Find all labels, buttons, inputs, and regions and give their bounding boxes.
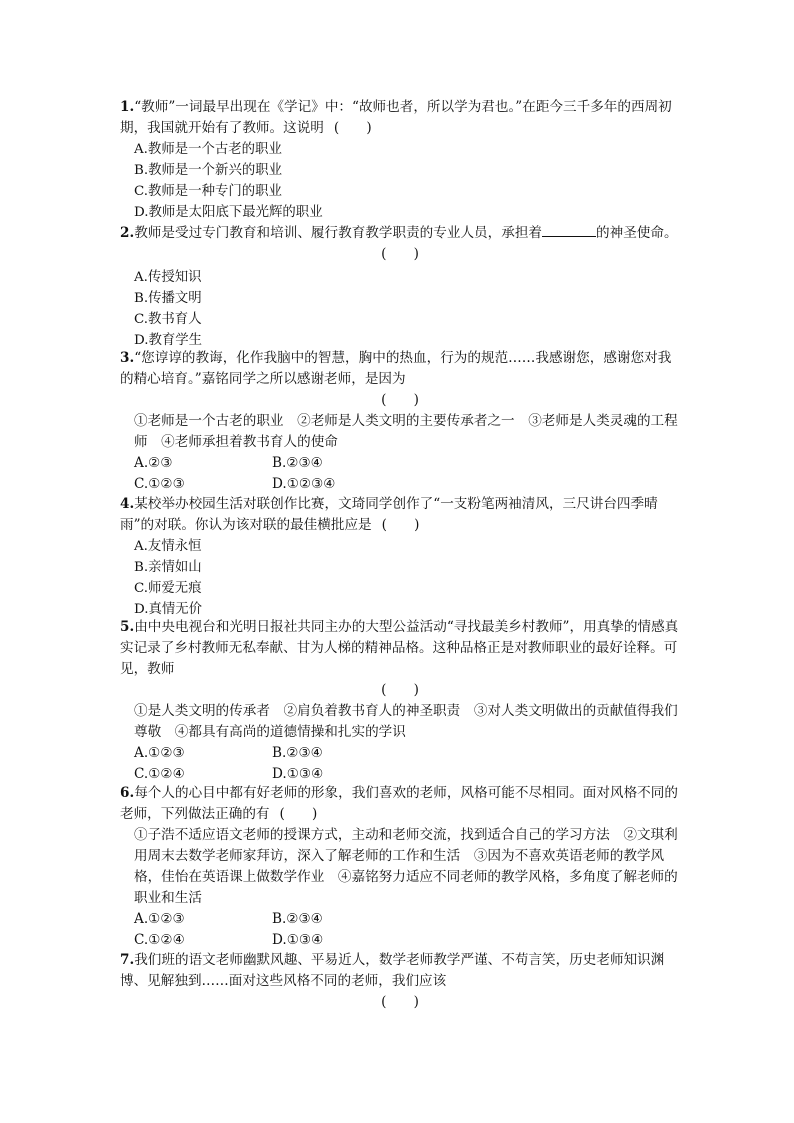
option-c: C.教师是一种专门的职业 bbox=[134, 184, 282, 199]
question-text: 教师是受过专门教育和培训、履行教育教学职责的专业人员，承担着 bbox=[134, 225, 543, 241]
question-text: 由中央电视台和光明日报社共同主办的大型公益活动“寻找最美乡村教师”，用真挚的情感真实记录了乡村教师无私奉献、甘为人梯的精神品格。这种品格正是对教师职业的最好诠释。可见，教师 bbox=[120, 619, 679, 677]
option-d: D.①③④ bbox=[272, 932, 324, 948]
statement-list: ①老师是一个古老的职业 ②老师是人类文明的主要传承者之一 ③老师是人类灵魂的工程师 ④老师承担着教书育人的使命 bbox=[134, 413, 678, 450]
option-c: C.教书育人 bbox=[134, 312, 202, 327]
option-b: B.亲情如山 bbox=[134, 560, 202, 575]
question-stem bbox=[120, 494, 680, 536]
question-stem bbox=[120, 617, 680, 680]
question-text-end: 的神圣使命。 bbox=[596, 225, 678, 241]
answer-paren: ( ) bbox=[279, 806, 318, 822]
answer-paren: ( ) bbox=[381, 392, 419, 408]
option-a: A.②③ bbox=[134, 455, 173, 471]
question-text: 我们班的语文老师幽默风趣、平易近人，数学老师教学严谨、不苟言笑，历史老师知识渊博、见解独到……面对这些风格不同的老师，我们应该 bbox=[120, 952, 665, 989]
option-a: A.①②③ bbox=[134, 745, 185, 761]
question-number: 1. bbox=[120, 99, 135, 115]
question-number: 4. bbox=[120, 496, 135, 512]
option-grid bbox=[134, 743, 680, 785]
question-stem bbox=[120, 783, 680, 825]
question-text: “教师”一词最早出现在《学记》中：“故师也者，所以学为君也。”在距今三千多年的西周初期，我国就开始有了教师。这说明 bbox=[120, 99, 672, 136]
option-b: B.②③④ bbox=[272, 911, 323, 927]
option-d: D.①③④ bbox=[272, 766, 324, 782]
question-5 bbox=[120, 617, 680, 785]
question-stem bbox=[120, 950, 680, 992]
question-number: 2. bbox=[120, 225, 135, 241]
option-b: B.②③④ bbox=[272, 455, 323, 471]
option-c: C.①②③ bbox=[134, 476, 185, 492]
question-2 bbox=[120, 223, 680, 351]
option-d: D.真情无价 bbox=[134, 602, 203, 617]
answer-paren: ( ) bbox=[333, 120, 372, 136]
question-stem bbox=[120, 97, 680, 139]
question-number: 6. bbox=[120, 785, 135, 801]
option-b: B.传播文明 bbox=[134, 291, 202, 306]
statement-list: ①是人类文明的传承者 ②肩负着教书育人的神圣职责 ③对人类文明做出的贡献值得我们尊敬 ④都具有高尚的道德情操和扎实的学识 bbox=[134, 703, 678, 740]
fill-blank bbox=[542, 224, 596, 237]
question-4 bbox=[120, 494, 680, 620]
answer-paren: ( ) bbox=[381, 682, 419, 698]
question-stem bbox=[120, 223, 680, 244]
question-3 bbox=[120, 348, 680, 495]
option-a: A.传授知识 bbox=[134, 270, 202, 285]
option-c: C.师爱无痕 bbox=[134, 581, 202, 596]
question-6 bbox=[120, 783, 680, 951]
option-grid bbox=[134, 909, 680, 951]
question-7 bbox=[120, 950, 680, 1013]
question-1 bbox=[120, 97, 680, 223]
option-a: A.友情永恒 bbox=[134, 539, 202, 554]
option-a: A.①②③ bbox=[134, 911, 185, 927]
answer-paren: ( ) bbox=[381, 246, 419, 262]
question-number: 5. bbox=[120, 619, 135, 635]
option-grid bbox=[134, 453, 680, 495]
answer-paren: ( ) bbox=[381, 994, 419, 1010]
answer-paren: ( ) bbox=[381, 517, 420, 533]
option-d: D.教师是太阳底下最光辉的职业 bbox=[134, 205, 323, 220]
question-stem bbox=[120, 348, 680, 390]
statement-list: ①子浩不适应语文老师的授课方式，主动和老师交流，找到适合自己的学习方法 ②文琪利用周末去数学老师家拜访，深入了解老师的工作和生活 ③因为不喜欢英语老师的教学风格，佳怡在英语课上做数学作业 ④嘉铭努力适应不同老师的教学风格，多角度了解老师的职业和生活 bbox=[134, 827, 678, 906]
option-a: A.教师是一个古老的职业 bbox=[134, 142, 282, 157]
question-number: 7. bbox=[120, 952, 135, 968]
option-c: C.①②④ bbox=[134, 932, 185, 948]
question-text: 每个人的心目中都有好老师的形象，我们喜欢的老师，风格可能不尽相同。面对风格不同的老师，下列做法正确的有 bbox=[120, 785, 678, 822]
option-d: D.①②③④ bbox=[272, 476, 336, 492]
question-number: 3. bbox=[120, 350, 135, 366]
option-d: D.教育学生 bbox=[134, 333, 203, 348]
option-b: B.②③④ bbox=[272, 745, 323, 761]
question-text: “您谆谆的教诲，化作我脑中的智慧，胸中的热血，行为的规范……我感谢您，感谢您对我的精心培育。”嘉铭同学之所以感谢老师，是因为 bbox=[120, 350, 672, 387]
option-b: B.教师是一个新兴的职业 bbox=[134, 163, 283, 178]
question-text: 某校举办校园生活对联创作比赛，文琦同学创作了“一支粉笔两袖清风，三尺讲台四季晴雨”的对联。你认为该对联的最佳横批应是 bbox=[120, 496, 658, 533]
option-c: C.①②④ bbox=[134, 766, 185, 782]
